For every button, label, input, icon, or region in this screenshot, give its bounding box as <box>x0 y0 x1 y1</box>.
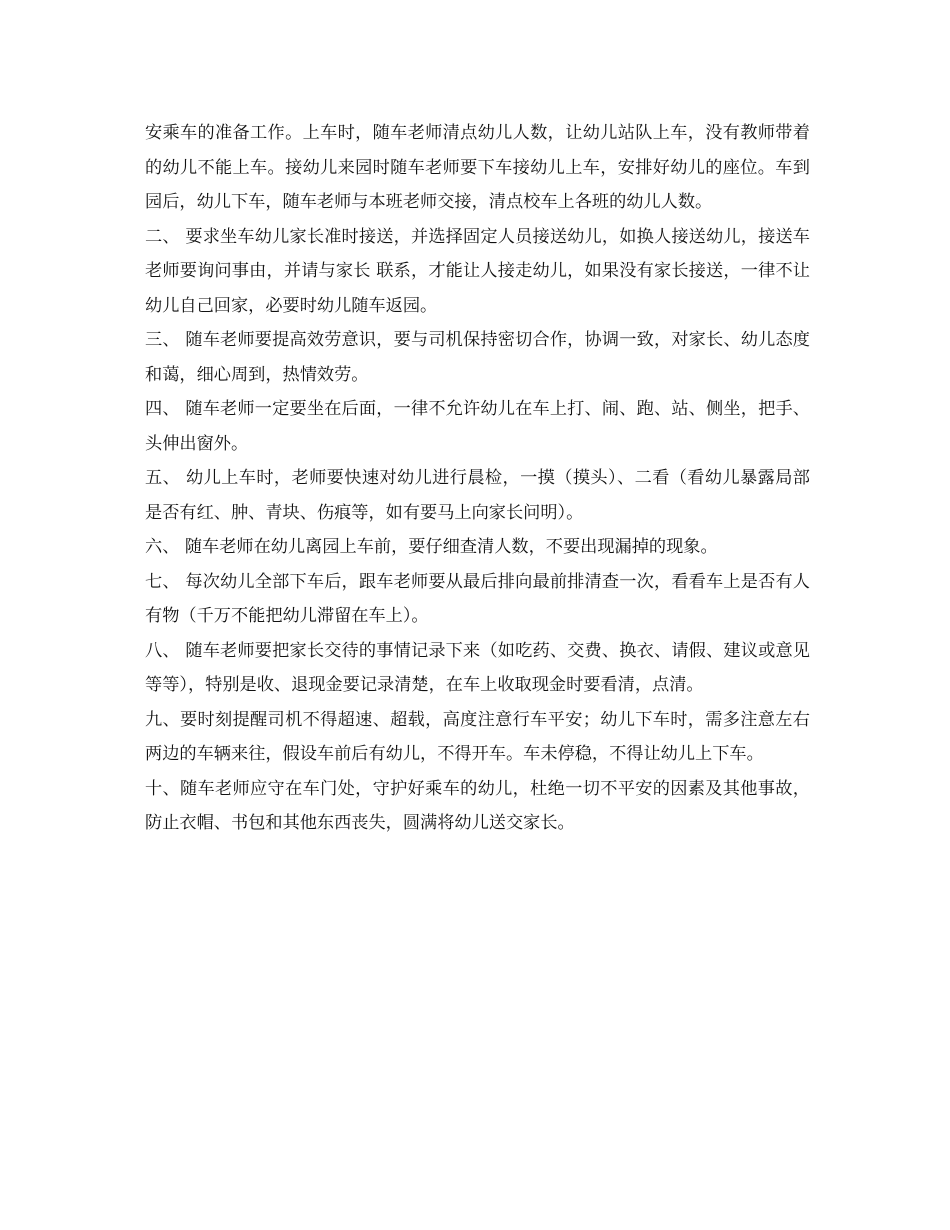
paragraph-item-9: 九、要时刻提醒司机不得超速、超载，高度注意行车平安；幼儿下车时，需多注意左右两边的车辆来往，假设车前后有幼儿，不得开车。车未停稳，不得让幼儿上下车。 <box>145 709 810 764</box>
paragraph-item-6: 六、 随车老师在幼儿离园上车前，要仔细查清人数，不要出现漏掉的现象。 <box>145 537 718 557</box>
paragraph-continuation: 安乘车的准备工作。上车时，随车老师清点幼儿人数，让幼儿站队上车，没有教师带着的幼儿不能上车。接幼儿来园时随车老师要下车接幼儿上车，安排好幼儿的座位。车到园后，幼儿下车，随车老师与本班老师交接，清点校车上各班的幼儿人数。 <box>145 123 810 212</box>
document-body <box>145 116 810 841</box>
paragraph-item-7: 七、 每次幼儿全部下车后，跟车老师要从最后排向最前排清查一次，看看车上是否有人有物（千万不能把幼儿滞留在车上）。 <box>145 571 810 626</box>
paragraph-item-2: 二、 要求坐车幼儿家长准时接送，并选择固定人员接送幼儿，如换人接送幼儿，接送车老师要询问事由，并请与家长 联系，才能让人接走幼儿，如果没有家长接送，一律不让幼儿自己回家，必要时幼儿随车返园。 <box>145 226 810 316</box>
paragraph-item-10: 十、随车老师应守在车门处，守护好乘车的幼儿，杜绝一切不平安的因素及其他事故，防止衣帽、书包和其他东西丧失，圆满将幼儿送交家长。 <box>145 778 810 833</box>
paragraph-item-8: 八、 随车老师要把家长交待的事情记录下来（如吃药、交费、换衣、请假、建议或意见等等），特别是收、退现金要记录清楚，在车上收取现金时要看清，点清。 <box>145 640 810 695</box>
paragraph-item-3: 三、 随车老师要提高效劳意识，要与司机保持密切合作，协调一致，对家长、幼儿态度和蔼，细心周到，热情效劳。 <box>145 330 810 385</box>
paragraph-item-5: 五、 幼儿上车时，老师要快速对幼儿进行晨检，一摸（摸头）、二看（看幼儿暴露局部是否有红、肿、青块、伤痕等，如有要马上向家长问明）。 <box>145 468 810 523</box>
paragraph-item-4: 四、 随车老师一定要坐在后面，一律不允许幼儿在车上打、闹、跑、站、侧坐，把手、头伸出窗外。 <box>145 399 810 454</box>
